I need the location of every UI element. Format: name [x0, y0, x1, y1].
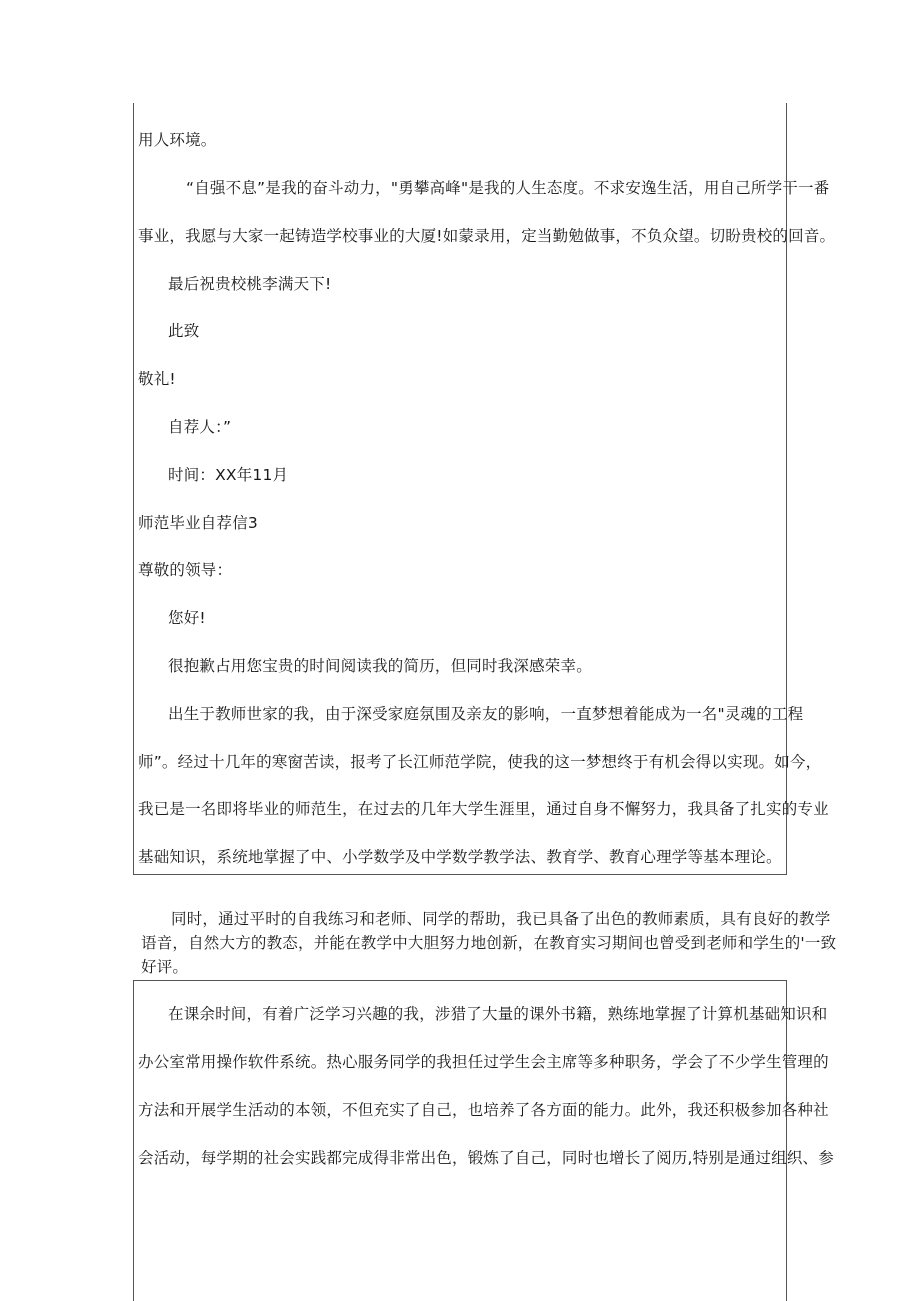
- paragraph-line: “自强不息”是我的奋斗动力，"勇攀高峰"是我的人生态度。不求安逸生活，用自己所学干一番: [186, 179, 830, 197]
- paragraph-line: 好评。: [141, 958, 189, 976]
- paragraph-line: 很抱歉占用您宝贵的时间阅读我的简历，但同时我深感荣幸。: [168, 657, 592, 675]
- paragraph-line: 事业，我愿与大家一起铸造学校事业的大厦!如蒙录用，定当勤勉做事，不负众望。切盼贵校的回音。: [138, 227, 836, 245]
- paragraph-line: 在课余时间，有着广泛学习兴趣的我，涉猎了大量的课外书籍，熟练地掌握了计算机基础知识和: [168, 1005, 828, 1023]
- letter-box-bottom: [133, 980, 834, 1301]
- paragraph-line: 出生于教师世家的我，由于深受家庭氛围及亲友的影响，一直梦想着能成为一名"灵魂的工程: [168, 705, 804, 723]
- paragraph-line: 语音，自然大方的教态，并能在教学中大胆努力地创新，在教育实习期间也曾受到老师和学生的'一致: [141, 934, 837, 952]
- date-line: 时间：XX年11月: [168, 466, 289, 484]
- salutation-cizhi: 此致: [168, 322, 200, 340]
- paragraph-line: 同时，通过平时的自我练习和老师、同学的帮助，我已具备了出色的教师素质，具有良好的教学: [171, 910, 831, 928]
- letter-box-top: [133, 103, 836, 875]
- paragraph-line: 我已是一名即将毕业的师范生，在过去的几年大学生涯里，通过自身不懈努力，我具备了扎实的专业: [138, 800, 829, 818]
- paragraph-line: 办公室常用操作软件系统。热心服务同学的我担任过学生会主席等多种职务，学会了不少学生管理的: [138, 1053, 829, 1071]
- closing-wish: 最后祝贵校桃李满天下!: [168, 275, 332, 293]
- paragraph-line: 用人环境。: [138, 131, 217, 149]
- paragraph-line: 师”。经过十几年的寒窗苦读，报考了长江师范学院，使我的这一梦想终于有机会得以实现。如今，: [138, 753, 822, 771]
- salutation-jingli: 敬礼!: [138, 370, 176, 388]
- paragraph-line: 方法和开展学生活动的本领，不但充实了自己，也培养了各方面的能力。此外，我还积极参加各种社: [138, 1101, 829, 1119]
- signature-line: 自荐人：”: [168, 418, 232, 436]
- section-title: 师范毕业自荐信3: [138, 514, 258, 532]
- paragraph-line: 基础知识，系统地掌握了中、小学数学及中学数学教学法、教育学、教育心理学等基本理论。: [138, 848, 782, 866]
- greeting-hello: 您好!: [168, 609, 206, 627]
- paragraph-line: 会活动，每学期的社会实践都完成得非常出色，锻炼了自己，同时也增长了阅历,特别是通过组织、参: [138, 1149, 834, 1167]
- greeting: 尊敬的领导：: [138, 561, 233, 579]
